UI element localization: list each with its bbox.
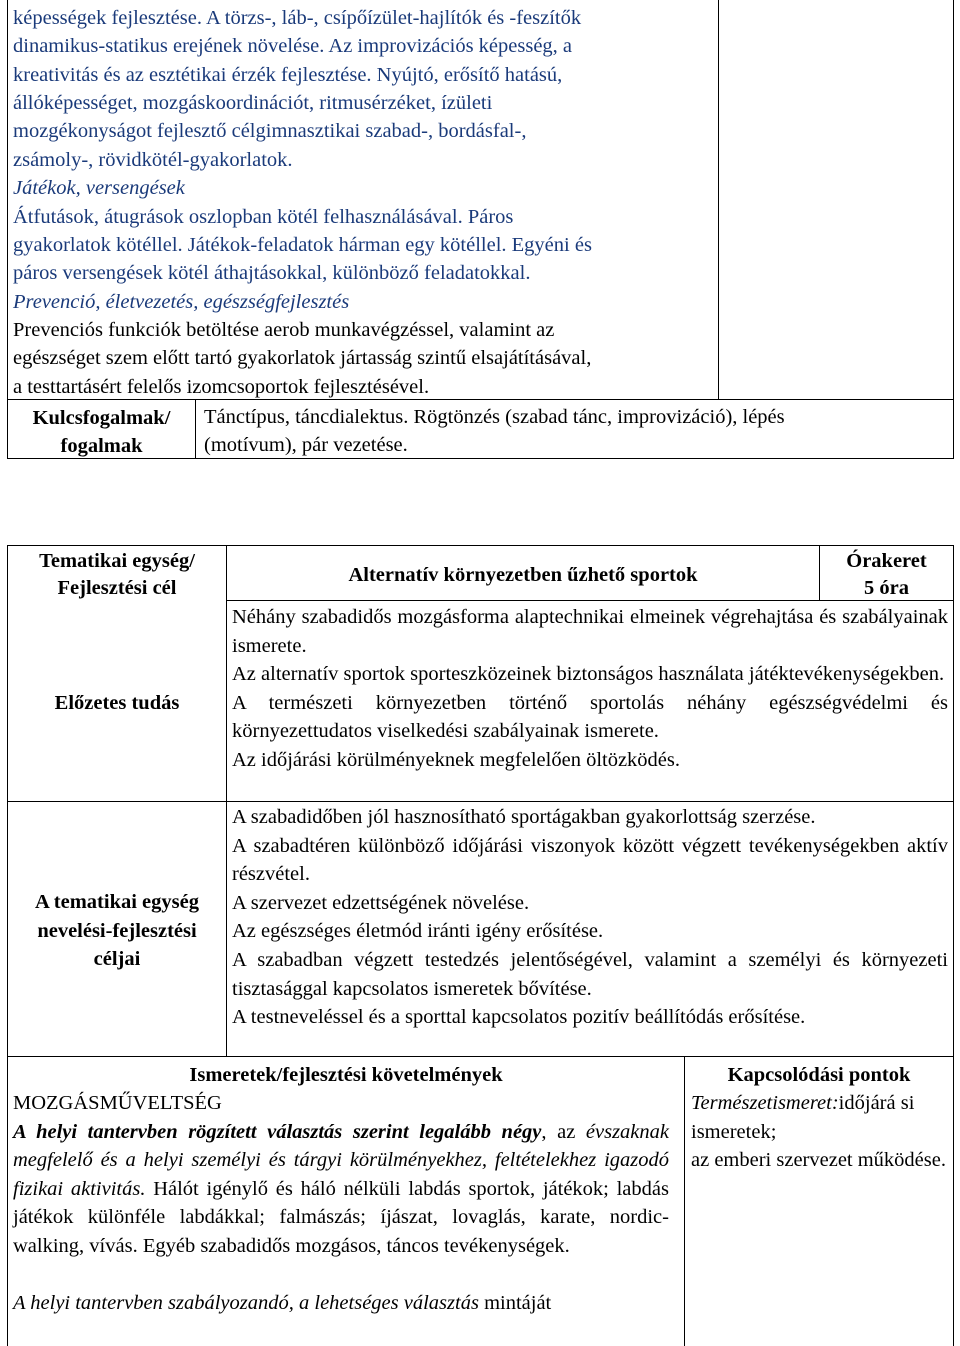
requirements-paragraph	[13, 1118, 669, 1261]
table1-column-divider	[718, 0, 719, 400]
list-item: A testneveléssel és a sporttal kapcsolatos pozitív beállítódás erősítése.	[232, 1006, 806, 1029]
requirements-paragraph	[13, 1289, 669, 1318]
connections-content	[691, 1089, 947, 1175]
text-line: zsámoly-, rövidkötél-gyakorlatok.	[13, 149, 293, 171]
table2-connections-divider	[684, 1057, 685, 1346]
goals-content	[232, 803, 948, 1032]
text-line: képességek fejlesztése. A törzs-, láb-, csípőízület-hajlítók és -feszítők	[13, 7, 582, 29]
text-line: Tánctípus, táncdialektus. Rögtönzés (szabad tánc, improvizáció), lépés	[204, 406, 785, 428]
text-line: dinamikus-statikus erejének növelése. Az improvizációs képesség, a	[13, 35, 573, 57]
requirement-italic: A helyi tantervben szabályozandó, a lehetséges választás	[13, 1292, 479, 1315]
list-item: Az időjárási körülményeknek megfelelően öltözködés.	[232, 748, 681, 771]
list-item: A szabadidőben jól hasznosítható sportágakban gyakorlottság szerzése.	[232, 806, 816, 828]
hours-value: 5 óra	[864, 577, 909, 599]
text-line: gyakorlatok kötéllel. Játékok-feladatok hárman egy kötéllel. Egyéni és	[13, 234, 592, 256]
list-item: Az egészséges életmód iránti igény erősítése.	[232, 920, 604, 943]
list-item: Az alternatív sportok sporteszközeinek biztonságos használata játéktevékenységekben.	[232, 663, 945, 686]
requirement-text: Hálót igénylő és háló nélküli labdás sportok, játékok; labdás játékok különféle labdákkal; falmászás; íjászat, lovaglás, karate, nordic-walking, vívás. Egyéb szabadidős mozgásos, táncos tevékenységek.	[13, 1177, 669, 1257]
connection-text: időjárá si ismeretek;	[691, 1092, 915, 1143]
text-line: kreativitás és az esztétikai érzék fejlesztése. Nyújtó, erősítő hatású,	[13, 64, 563, 86]
connection-subject: Természetismeret:	[691, 1092, 839, 1114]
prior-knowledge-content	[232, 603, 948, 775]
label-line: Fejlesztési cél	[57, 577, 177, 599]
requirements-content	[13, 1089, 669, 1318]
unit-label	[8, 548, 226, 602]
key-concepts-label	[8, 404, 195, 460]
games-heading: Játékok, versengések	[13, 177, 185, 199]
requirement-text: mintáját	[478, 1292, 552, 1315]
requirements-header: Ismeretek/fejlesztési követelmények	[189, 1064, 503, 1086]
requirement-italic: évszaknak megfelelő és a helyi személyi és tárgyi körülményekhez, feltételekhez igazodó fizikai aktivitás.	[13, 1120, 670, 1200]
connections-header: Kapcsolódási pontok	[727, 1064, 911, 1086]
text-line: Átfutások, átugrások oszlopban kötél felhasználásával. Páros	[13, 206, 514, 228]
text-line: (motívum), pár vezetése.	[204, 434, 408, 456]
table1-left-border	[7, 0, 8, 459]
list-item: A természeti környezetben történő sportolás néhány egészségvédelmi és környezettudatos viselkedési szabályainak ismerete.	[232, 691, 948, 743]
unit-title: Alternatív környezetben űzhető sportok	[348, 564, 698, 586]
table2-top-border	[7, 545, 954, 546]
connection-text: az emberi szervezet működése.	[691, 1149, 946, 1172]
requirement-text: , az	[541, 1120, 576, 1143]
list-item: A szervezet edzettségének növelése.	[232, 891, 530, 914]
text-line: állóképességet, mozgáskoordinációt, ritmusérzéket, ízületi	[13, 92, 493, 114]
label-line: Kulcsfogalmak/	[32, 407, 171, 429]
list-item: A szabadtéren különböző időjárási viszonyok között végzett tevékenységekben aktív részvétel.	[232, 834, 948, 886]
label-line: céljai	[93, 948, 141, 970]
hours-box	[820, 548, 953, 602]
movement-heading: MOZGÁSMŰVELTSÉG	[13, 1092, 222, 1114]
goals-label	[8, 888, 226, 974]
text-line: páros versengések kötél áthajtásokkal, különböző feladatokkal.	[13, 262, 531, 284]
prevention-heading: Prevenció, életvezetés, egészségfejlesztés	[13, 291, 350, 313]
table1-row-divider	[7, 399, 954, 400]
requirement-emphasis: A helyi tantervben rögzített választás szerint legalább négy	[13, 1120, 542, 1143]
label-line: Tematikai egység/	[39, 550, 195, 572]
label-line: A tematikai egység	[35, 891, 199, 913]
label-line: fogalmak	[60, 435, 143, 457]
table1-right-border	[953, 0, 954, 459]
text-line: mozgékonyságot fejlesztő célgimnasztikai szabad-, bordásfal-,	[13, 120, 527, 142]
list-item: Néhány szabadidős mozgásforma alaptechnikai elmeinek végrehajtása és szabályainak ismerete.	[232, 606, 948, 657]
table2-requirements-divider	[7, 1056, 954, 1057]
text-line: Prevenciós funkciók betöltése aerob munkavégzéssel, valamint az	[13, 319, 555, 341]
list-item: A szabadban végzett testedzés jelentőségével, valamint a személyi és környezeti tisztasággal kapcsolatos ismeretek bővítése.	[232, 948, 948, 1000]
prior-knowledge-label: Előzetes tudás	[54, 692, 180, 714]
text-line: a testtartásért felelős izomcsoportok fejlesztésével.	[13, 376, 430, 398]
label-line: nevelési-fejlesztési	[37, 919, 197, 942]
hours-label: Órakeret	[846, 550, 927, 572]
text-line: egészséget szem előtt tartó gyakorlatok jártasság szintű elsajátításával,	[13, 347, 592, 369]
spacer	[13, 1261, 669, 1290]
table2-right-border	[953, 545, 954, 1346]
table1-key-divider	[195, 400, 196, 459]
